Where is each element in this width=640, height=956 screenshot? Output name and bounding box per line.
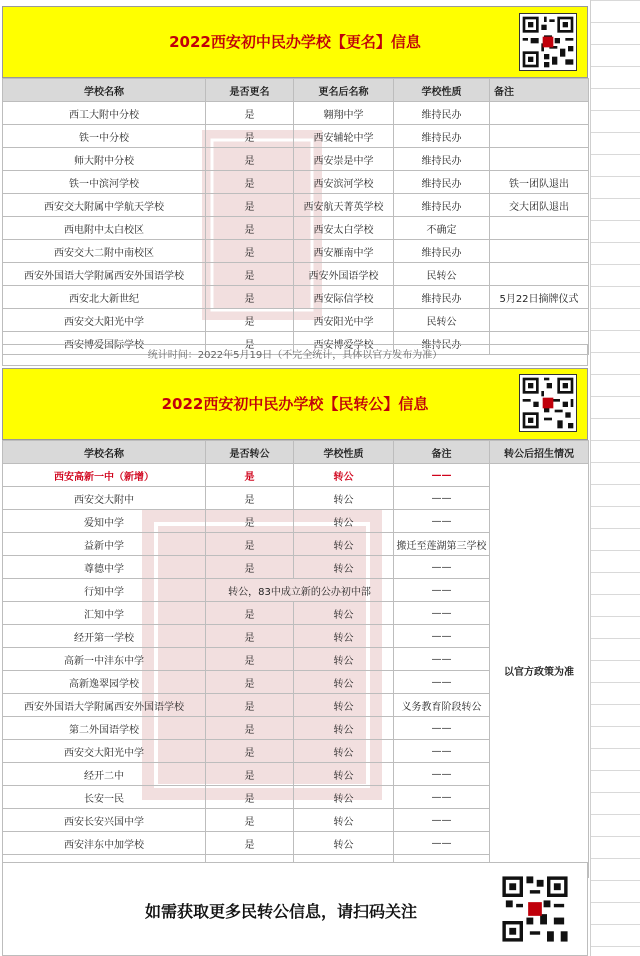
rename-table-header [3,79,589,102]
renamed-cell: 是 [206,148,294,171]
renamed-cell: 是 [206,125,294,148]
remark-cell: —— [394,786,490,809]
school-type-cell: 转公 [294,694,394,717]
renamed-cell: 是 [206,332,294,355]
converted-cell: 是 [206,602,294,625]
renamed-cell: 是 [206,217,294,240]
school-name-cell: 西安外国语大学附属西安外国语学校 [3,694,206,717]
remark-cell: —— [394,832,490,855]
school-name-cell: 西安长安兴国中学 [3,809,206,832]
table-row [3,148,589,171]
school-type-cell: 维持民办 [394,125,490,148]
qr-code-icon [520,14,576,70]
rename-section-title: 2022西安初中民办学校【更名】信息 [169,33,421,51]
renamed-cell: 是 [206,286,294,309]
header-remark: 备注 [394,441,490,464]
school-type-cell: 转公 [294,510,394,533]
rename-section-banner [2,6,588,78]
school-name-cell: 西安交大附属中学航天学校 [3,194,206,217]
school-type-cell: 转公 [294,648,394,671]
school-name-cell: 铁一中分校 [3,125,206,148]
new-school-remark: —— [394,464,490,487]
header-school-name: 学校名称 [3,441,206,464]
rename-table [2,78,589,355]
header-remark: 备注 [490,79,589,102]
school-type-cell: 转公 [294,671,394,694]
school-name-cell: 西安北大新世纪 [3,286,206,309]
remark-cell: —— [394,579,490,602]
remark-cell: 铁一团队退出 [490,171,589,194]
school-type-cell: 转公 [294,809,394,832]
table-row [3,240,589,263]
qr-code-icon[interactable] [519,13,577,71]
converted-cell: 是 [206,763,294,786]
school-name-cell: 师大附中分校 [3,148,206,171]
converted-cell: 是 [206,694,294,717]
remark-cell: —— [394,740,490,763]
converted-cell: 是 [206,809,294,832]
school-type-cell: 民转公 [394,309,490,332]
new-name-cell: 西安太白学校 [294,217,394,240]
converted-merged-cell: 转公，83中成立新的公办初中部 [206,579,394,602]
school-name-cell: 西工大附中分校 [3,102,206,125]
renamed-cell: 是 [206,194,294,217]
remark-cell: 搬迁至莲湖第三学校 [394,533,490,556]
school-name-cell: 西电附中太白校区 [3,217,206,240]
renamed-cell: 是 [206,240,294,263]
renamed-cell: 是 [206,309,294,332]
converted-cell: 是 [206,510,294,533]
converted-cell: 是 [206,648,294,671]
remark-cell: —— [394,556,490,579]
school-name-cell: 第二外国语学校 [3,717,206,740]
renamed-cell: 是 [206,263,294,286]
remark-cell: 义务教育阶段转公 [394,694,490,717]
header-school-type: 学校性质 [294,441,394,464]
school-name-cell: 经开二中 [3,763,206,786]
table-row [3,125,589,148]
table-row [3,263,589,286]
remark-cell: 交大团队退出 [490,194,589,217]
public-conversion-section-title: 2022西安初中民办学校【民转公】信息 [161,395,429,413]
converted-cell: 是 [206,786,294,809]
school-name-cell: 西安交大阳光中学 [3,309,206,332]
public-conversion-section-banner [2,368,588,440]
renamed-cell: 是 [206,102,294,125]
school-type-cell: 转公 [294,763,394,786]
school-type-cell: 维持民办 [394,102,490,125]
table-row [3,171,589,194]
school-type-cell: 维持民办 [394,194,490,217]
header-enrollment-after: 转公后招生情况 [490,441,589,464]
converted-cell: 是 [206,487,294,510]
school-name-cell: 汇知中学 [3,602,206,625]
school-type-cell: 转公 [294,533,394,556]
new-name-cell: 翱翔中学 [294,102,394,125]
remark-cell [490,148,589,171]
school-name-cell: 益新中学 [3,533,206,556]
school-type-cell: 不确定 [394,217,490,240]
qr-code-icon[interactable] [519,374,577,432]
converted-cell: 是 [206,671,294,694]
new-name-cell: 西安辅轮中学 [294,125,394,148]
school-type-cell: 转公 [294,625,394,648]
school-name-cell: 西安交大二附中南校区 [3,240,206,263]
converted-cell: 是 [206,740,294,763]
footer-text: 如需获取更多民转公信息，请扫码关注 [145,902,418,921]
remark-cell: —— [394,602,490,625]
public-conversion-table-header [3,441,589,464]
remark-cell: —— [394,717,490,740]
school-name-cell: 行知中学 [3,579,206,602]
school-name-cell: 西安外国语大学附属西安外国语学校 [3,263,206,286]
new-name-cell: 西安外国语学校 [294,263,394,286]
school-name-cell: 高新一中沣东中学 [3,648,206,671]
remark-cell [490,309,589,332]
remark-cell [490,217,589,240]
school-type-cell: 维持民办 [394,240,490,263]
school-type-cell: 转公 [294,786,394,809]
remark-cell: —— [394,648,490,671]
footer-promo [2,862,588,956]
remark-cell [490,263,589,286]
school-type-cell: 民转公 [394,263,490,286]
qr-code-icon[interactable] [499,873,571,945]
new-school-converted: 是 [206,464,294,487]
new-name-cell: 西安航天菁英学校 [294,194,394,217]
statistics-note: 统计时间：2022年5月19日（不完全统计，具体以官方发布为准） [2,344,588,366]
new-name-cell: 西安际信学校 [294,286,394,309]
table-row [3,217,589,240]
info-sheet [2,0,588,956]
converted-cell: 是 [206,533,294,556]
header-school-name: 学校名称 [3,79,206,102]
new-school-name: 西安高新一中（新增） [3,464,206,487]
header-converted: 是否转公 [206,441,294,464]
qr-code-icon [520,375,576,431]
table-row [3,286,589,309]
remark-cell: —— [394,763,490,786]
new-name-cell: 西安雁南中学 [294,240,394,263]
school-type-cell: 维持民办 [394,332,490,355]
new-school-type: 转公 [294,464,394,487]
new-name-cell: 西安博爱学校 [294,332,394,355]
table-row [3,309,589,332]
header-new-name: 更名后名称 [294,79,394,102]
school-name-cell: 西安博爱国际学校 [3,332,206,355]
remark-cell: 5月22日摘牌仪式 [490,286,589,309]
remark-cell [490,240,589,263]
school-type-cell: 转公 [294,740,394,763]
school-type-cell: 维持民办 [394,286,490,309]
remark-cell [490,125,589,148]
school-name-cell: 经开第一学校 [3,625,206,648]
school-name-cell: 高新逸翠园学校 [3,671,206,694]
new-name-cell: 西安滨河学校 [294,171,394,194]
school-type-cell: 转公 [294,717,394,740]
school-type-cell: 维持民办 [394,148,490,171]
school-name-cell: 爱知中学 [3,510,206,533]
school-name-cell: 西安交大阳光中学 [3,740,206,763]
public-conversion-table [2,440,589,878]
enrollment-policy-note: 以官方政策为准 [490,464,589,878]
school-name-cell: 西安沣东中加学校 [3,832,206,855]
school-name-cell: 长安一民 [3,786,206,809]
renamed-cell: 是 [206,171,294,194]
remark-cell: —— [394,625,490,648]
remark-cell: —— [394,487,490,510]
spreadsheet-grid-background [590,0,640,956]
table-row-new-school [3,464,589,487]
converted-cell: 是 [206,832,294,855]
remark-cell [490,102,589,125]
school-type-cell: 转公 [294,556,394,579]
converted-cell: 是 [206,625,294,648]
school-name-cell: 尊德中学 [3,556,206,579]
school-type-cell: 转公 [294,602,394,625]
converted-cell: 是 [206,717,294,740]
school-type-cell: 转公 [294,487,394,510]
new-name-cell: 西安阳光中学 [294,309,394,332]
header-school-type: 学校性质 [394,79,490,102]
new-name-cell: 西安崇是中学 [294,148,394,171]
remark-cell: —— [394,809,490,832]
qr-code-icon [499,873,571,945]
header-renamed: 是否更名 [206,79,294,102]
school-type-cell: 转公 [294,832,394,855]
school-name-cell: 西安交大附中 [3,487,206,510]
remark-cell: —— [394,671,490,694]
table-row [3,194,589,217]
table-row [3,102,589,125]
remark-cell: —— [394,510,490,533]
school-name-cell: 铁一中滨河学校 [3,171,206,194]
school-type-cell: 维持民办 [394,171,490,194]
converted-cell: 是 [206,556,294,579]
